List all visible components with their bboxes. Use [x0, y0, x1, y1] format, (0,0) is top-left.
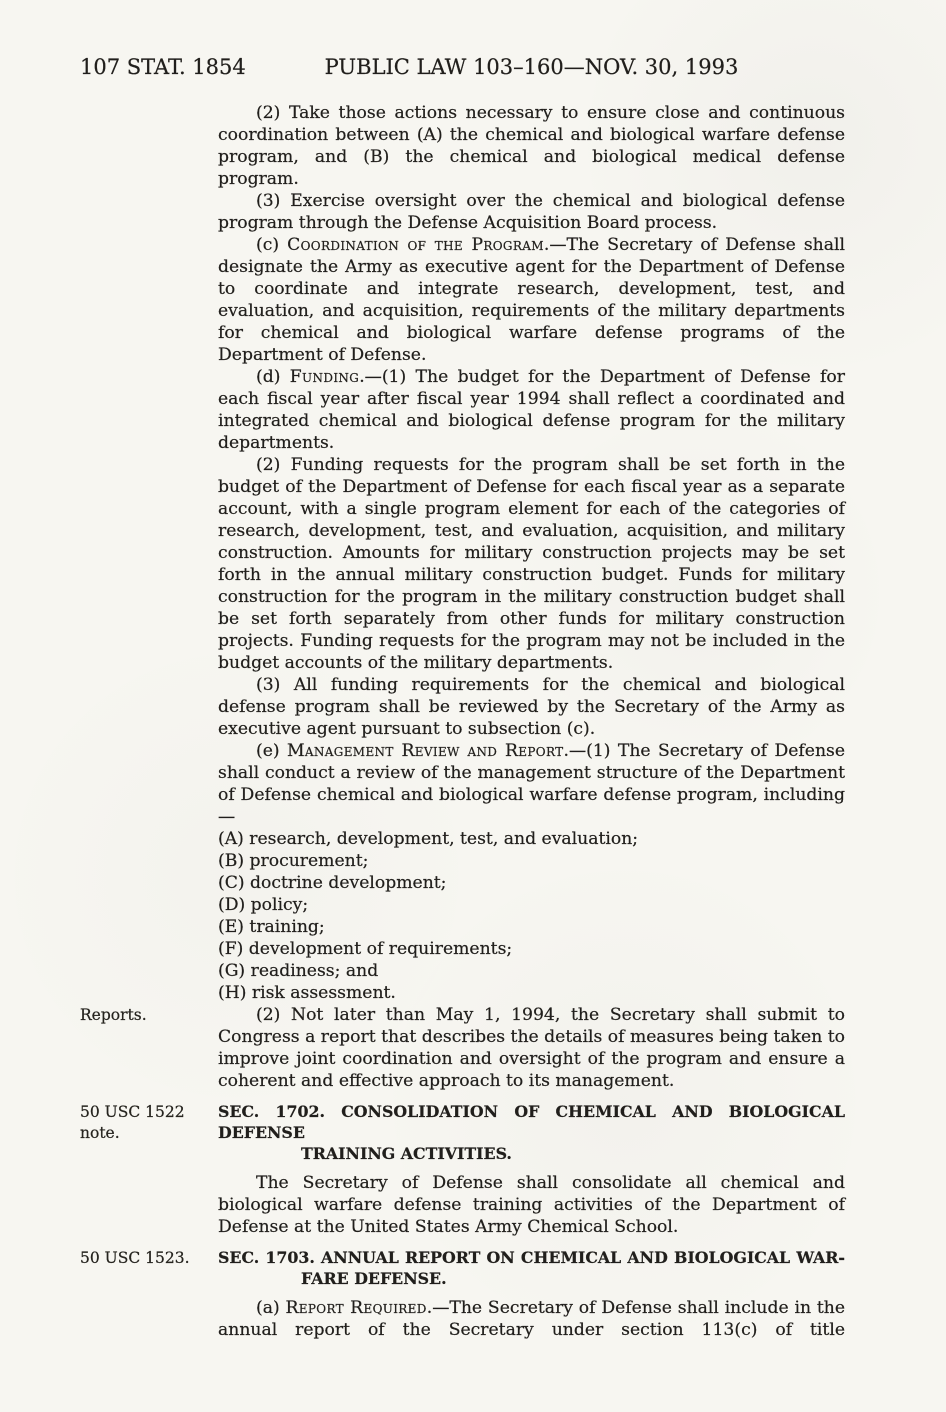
section-heading-line: SEC. 1703. ANNUAL REPORT ON CHEMICAL AND BIOLOGICAL WAR- — [218, 1248, 845, 1267]
stat-page-number: 107 STAT. 1854 — [80, 55, 246, 79]
margin-note-usc-1523: 50 USC 1523. — [80, 1249, 190, 1267]
margin-note-reports: Reports. — [80, 1006, 147, 1024]
small-caps-label: Coordination of the Program — [287, 235, 544, 255]
paragraph-a-report-required — [218, 1297, 845, 1341]
paragraph-prefix: (a) — [256, 1298, 286, 1318]
list-item-d: (D) policy; — [218, 895, 309, 915]
list-item-h: (H) risk assessment. — [218, 983, 396, 1003]
paragraph-text: .—The Secretary of Defense shall include in the annual report of the Secretary under section 113(c) of title — [218, 1298, 845, 1340]
section-heading-line: SEC. 1702. CONSOLIDATION OF CHEMICAL AND BIOLOGICAL DEFENSE — [218, 1102, 845, 1142]
paragraph-b3-oversight: (3) Exercise oversight over the chemical and biological defense program through the Defense Acquisition Board process. — [218, 191, 845, 233]
section-heading-1702 — [80, 1101, 845, 1164]
paragraph-d2-funding-requests: (2) Funding requests for the program shall be set forth in the budget of the Department of Defense for each fiscal year as a separate account, with a single program element for each of the categories of research, development, test, and evaluation, acquisition, and military construction. Amounts for military construction projects may be set forth in the annual military construction budget. Funds for military construction for the program in the military construction budget shall be set forth separately from other funds for military construction projects. Funding requests for the program may not be included in the budget accounts of the military departments. — [218, 455, 845, 673]
list-item-e: (E) training; — [218, 917, 325, 937]
list-item-b: (B) procurement; — [218, 851, 369, 871]
paragraph-prefix: (d) — [256, 367, 290, 387]
list-item-g: (G) readiness; and — [218, 961, 379, 981]
paragraph-e-management-review — [218, 740, 845, 828]
paragraph-text: .—(1) The Secretary of Defense shall conduct a review of the management structure of the Department of Defense chemical and biological warfare defense program, including— — [218, 741, 846, 827]
paragraph-prefix: (c) — [256, 235, 288, 255]
paragraph-text: (2) Not later than May 1, 1994, the Secretary shall submit to Congress a report that describes the details of measures being taken to improve joint coordination and oversight of the program and ensure a coherent and effective approach to its management. — [218, 1005, 845, 1091]
list-item-c: (C) doctrine development; — [218, 873, 447, 893]
paragraph-b2-coordination: (2) Take those actions necessary to ensure close and continuous coordination between (A) the chemical and biological warfare defense program, and (B) the chemical and biological medical defense program. — [218, 103, 845, 189]
section-heading-1703 — [80, 1247, 845, 1289]
paragraph-prefix: (e) — [256, 741, 287, 761]
law-title: PUBLIC LAW 103–160—NOV. 30, 1993 — [324, 55, 739, 79]
page-body — [80, 102, 846, 1341]
section-heading-line: FARE DEFENSE. — [301, 1269, 447, 1288]
list-item-f: (F) development of requirements; — [218, 939, 513, 959]
paragraph-text: .—(1) The budget for the Department of Defense for each fiscal year after fiscal year 1994 shall reflect a coordinated and integrated chemical and biological defense program for the military departments. — [218, 367, 845, 453]
section-heading-line: TRAINING ACTIVITIES. — [301, 1144, 512, 1163]
paragraph-text: .—The Secretary of Defense shall designate the Army as executive agent for the Department of Defense to coordinate and integrate research, development, test, and evaluation, and acquisition, requirements of the military departments for chemical and biological warfare defense programs of the Department of Defense. — [218, 235, 845, 365]
small-caps-label: Funding — [289, 367, 360, 387]
paragraph-d3-funding-requirements: (3) All funding requirements for the chemical and biological defense program shall be reviewed by the Secretary of the Army as executive agent pursuant to subsection (c). — [218, 675, 845, 739]
paragraph-d-funding — [218, 366, 845, 454]
paragraph-1702-body: The Secretary of Defense shall consolidate all chemical and biological warfare defense training activities of the Department of Defense at the United States Army Chemical School. — [218, 1173, 845, 1237]
small-caps-label: Management Review and Report — [286, 741, 564, 761]
list-item-a: (A) research, development, test, and evaluation; — [218, 829, 639, 849]
margin-note-usc-1522: 50 USC 1522 note. — [80, 1103, 185, 1142]
paragraph-c-coordination-of-program — [218, 234, 845, 366]
paragraph-e2-report-to-congress — [80, 1004, 845, 1092]
small-caps-label: Report Required — [285, 1298, 427, 1318]
